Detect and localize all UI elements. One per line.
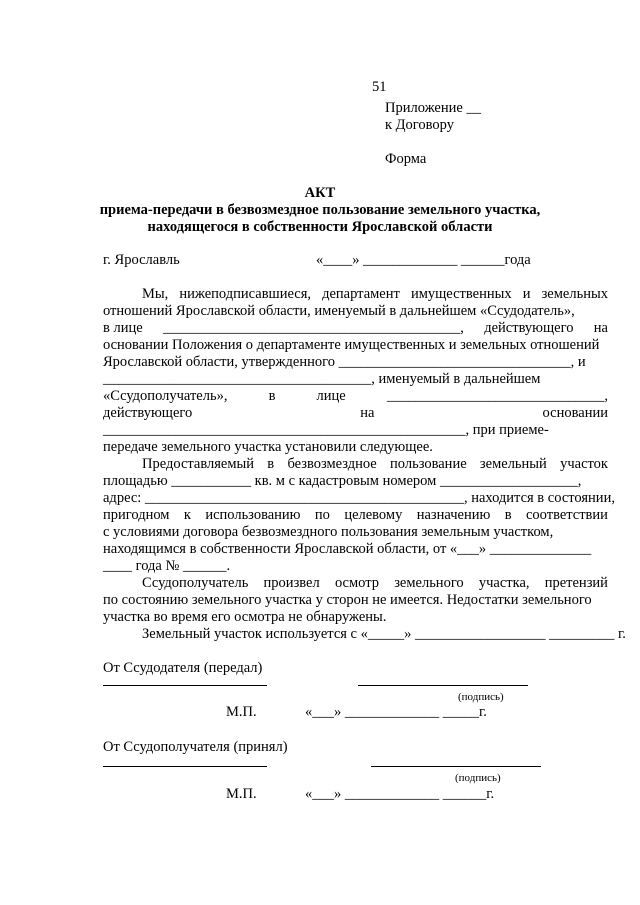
para1-line7: «Ссудополучатель», в лице ______________________________, bbox=[103, 388, 608, 404]
para1-line2: отношений Ярославской области, именуемый в дальнейшем «Ссудодатель», bbox=[103, 303, 575, 319]
document-title: АКТ bbox=[304, 185, 336, 201]
lender-sign-date: «___» _____________ _____г. bbox=[305, 704, 487, 720]
lender-name-line bbox=[103, 685, 267, 686]
lender-label: От Ссудодателя (передал) bbox=[103, 660, 263, 676]
para3-line2: по состоянию земельного участка у сторон не имеется. Недостатки земельного bbox=[103, 592, 592, 608]
para2-line5: с условиями договора безвозмездного пользования земельным участком, bbox=[103, 524, 554, 540]
borrower-signature-line bbox=[371, 766, 541, 767]
para1-line9: __________________________________________________, при приеме- bbox=[103, 422, 549, 438]
borrower-label: От Ссудополучателя (принял) bbox=[103, 739, 288, 755]
para2-line6: находящимся в собственности Ярославской области, от «___» ______________ bbox=[103, 541, 592, 557]
para2-line2: площадью ___________ кв. м с кадастровым номером ___________________, bbox=[103, 473, 582, 489]
appendix-label: Приложение __ bbox=[385, 100, 481, 116]
para2-line3: адрес: ____________________________________________, находится в состоянии, bbox=[103, 490, 615, 506]
para4-line1: Земельный участок используется с «_____» __________________ _________ г. bbox=[142, 626, 626, 642]
city: г. Ярославль bbox=[103, 252, 180, 268]
lender-signature-caption: (подпись) bbox=[458, 691, 504, 703]
para1-line10: передаче земельного участка установили следующее. bbox=[103, 439, 433, 455]
para1-line1: Мы, нижеподписавшиеся, департамент имущественных и земельных bbox=[142, 286, 608, 302]
lender-stamp: М.П. bbox=[226, 704, 257, 720]
borrower-signature-caption: (подпись) bbox=[455, 772, 501, 784]
para2-line7: ____ года № ______. bbox=[103, 558, 231, 574]
document-subtitle-line2: находящегося в собственности Ярославской области bbox=[147, 219, 493, 235]
document-subtitle-line1: приема-передачи в безвозмездное пользование земельного участка, bbox=[99, 202, 541, 218]
para3-line1: Ссудополучатель произвел осмотр земельного участка, претензий bbox=[142, 575, 608, 591]
form-label: Форма bbox=[385, 151, 427, 167]
para1-line3: в лице _________________________________________, действующего на bbox=[103, 320, 608, 336]
para3-line3: участка во время его осмотра не обнаружены. bbox=[103, 609, 387, 625]
borrower-sign-date: «___» _____________ ______г. bbox=[305, 786, 495, 802]
para1-line5: Ярославской области, утвержденного ________________________________, и bbox=[103, 354, 586, 370]
para1-line6: _____________________________________, именуемый в дальнейшем bbox=[103, 371, 541, 387]
act-date: «____» _____________ ______года bbox=[316, 252, 531, 268]
page-number: 51 bbox=[372, 79, 387, 95]
para2-line4: пригодном к использованию по целевому назначению в соответствии bbox=[103, 507, 608, 523]
borrower-stamp: М.П. bbox=[226, 786, 257, 802]
contract-reference: к Договору bbox=[385, 117, 454, 133]
para1-line8: действующего на основании bbox=[103, 405, 608, 421]
para2-line1: Предоставляемый в безвозмездное пользование земельный участок bbox=[142, 456, 608, 472]
borrower-name-line bbox=[103, 766, 267, 767]
lender-signature-line bbox=[358, 685, 528, 686]
para1-line4: основании Положения о департаменте имущественных и земельных отношений bbox=[103, 337, 600, 353]
